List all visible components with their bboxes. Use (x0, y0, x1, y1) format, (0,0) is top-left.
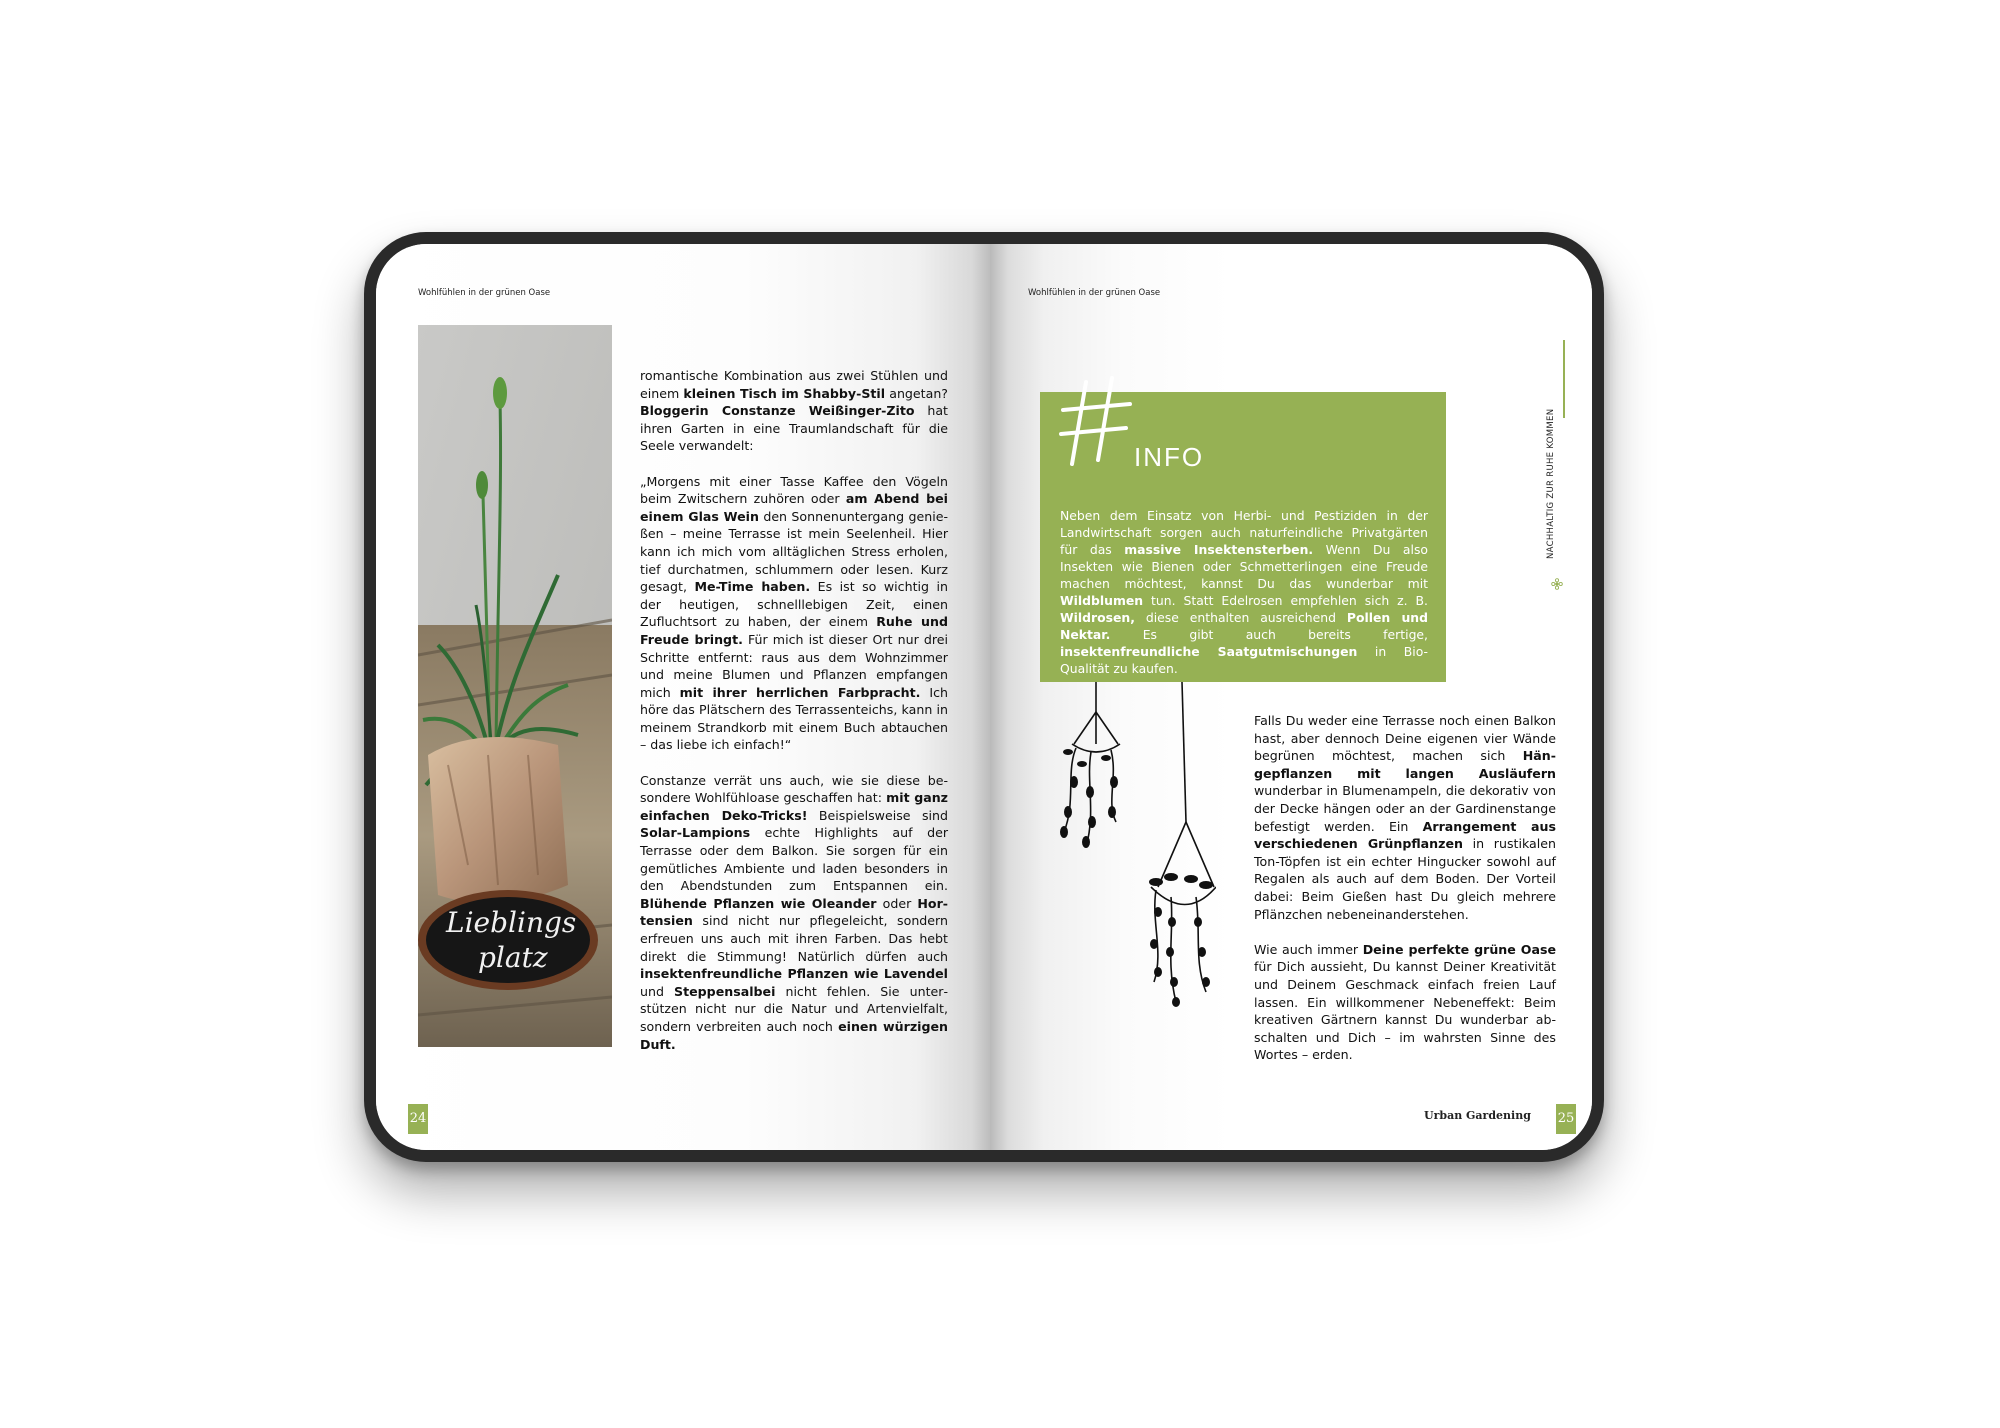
info-box (1040, 392, 1446, 682)
left-paragraph: romantische Kombination aus zwei Stühlen und einem kleinen Tisch im Shabby-Stil angetan? Bloggerin Constanze Weißinger-Zito hat ihren Garten in eine Traumlandschaft für die Seele verwandelt: (640, 368, 948, 454)
right-page (990, 244, 1592, 1150)
flower-icon (1551, 578, 1563, 590)
chalkboard-line-2: platz (478, 941, 548, 974)
page-number-right: 25 (1556, 1104, 1576, 1134)
left-body-text (640, 367, 948, 1053)
hash-icon (1058, 372, 1138, 472)
page-number-left: 24 (408, 1104, 428, 1134)
left-running-head: Wohlfühlen in der grünen Oase (418, 288, 551, 298)
left-paragraph: „Morgens mit einer Tasse Kaffee den Vögeln beim Zwitschern zuhören oder am Abend bei einem Glas Wein den Sonnenuntergang genießen – meine Terrasse ist mein Seelenheil. Hier kann ich mich vom alltäglichen Stress erholen, tief durchatmen, schlummern oder lesen. Kurz gesagt, Me-Time haben. Es ist so wichtig in der heutigen, schnelllebigen Zeit, einen Zufluchtsort zu haben, der einem Ruhe und Freude bringt. Für mich ist dieser Ort nur drei Schritte entfernt: raus aus dem Wohnzimmer und meine Blumen und Pflanzen empfangen mich mit ihrer herrlichen Farbpracht. Ich höre das Plätschern des Terrassenteichs, kann in meinem Strandkorb mit einem Buch abtauchen – das liebe ich einfach!“ (640, 473, 949, 753)
tablet-device (364, 232, 1604, 1162)
hanging-plant-illustration (1046, 682, 1216, 1022)
side-section-label: NACHHALTIG ZUR RUHE KOMMEN (1546, 408, 1556, 559)
plant-photo (418, 325, 612, 1047)
right-body-text (1254, 712, 1556, 1064)
left-page (376, 244, 990, 1150)
plant-photo-image (418, 325, 612, 1047)
info-title: INFO (1134, 442, 1205, 472)
right-paragraph: Falls Du weder eine Terrasse noch einen Balkon hast, aber dennoch Deine eigenen vier Wände begrünen möchtest, machen sich Hängepflanzen mit langen Ausläufern wunderbar in Blumenampeln, die dekorativ von der Decke hängen oder an der Gardinenstange befestigt werden. Ein Arrangement aus verschiedenen Grünpflanzen in rustikalen Ton-Töpfen ist ein echter Hingucker sowohl auf Regalen als auch auf dem Boden. Der Vorteil dabei: Beim Gießen hast Du gleich mehrere Pflänzchen nebeneinanderstehen. (1254, 713, 1556, 922)
left-paragraph: Constanze verrät uns auch, wie sie diese besondere Wohlfühloase geschaffen hat: mit ganz einfachen Deko-Tricks! Beispielsweise sind Solar-Lampions echte Highlights auf der Terrasse oder dem Balkon. Sie sorgen für ein gemütliches Ambiente und laden besonders in den Abendstunden zum Entspannen ein. Blühende Pflanzen wie Oleander oder Hortensien sind nicht nur pflegeleicht, sondern erfreuen uns auch mit ihren Farben. Das hebt direkt die Stimmung! Natürlich dürfen auch insektenfreundliche Pflanzen wie Lavendel und Steppensalbei nicht fehlen. Sie unterstützen nicht nur die Natur und Artenvielfalt, sondern verbreiten auch noch einen würzigen Duft. (640, 772, 949, 1052)
magazine-title: Urban Gardening (1424, 1109, 1531, 1122)
info-text: Neben dem Einsatz von Herbi- und Pestiziden in der Landwirtschaft sorgen auch naturfeindliche Privatgärten für das massive Insektensterben. Wenn Du also Insekten wie Bienen oder Schmetterlingen eine Freude machen möchtest, kannst Du das wunderbar mit Wildblumen tun. Statt Edelrosen empfehlen sich z. B. Wildrosen, diese enthalten ausreichend Pollen und Nektar. Es gibt auch bereits fertige, insektenfreundliche Saatgutmischungen in Bio-Qualität zu kaufen. (1060, 508, 1428, 676)
chalkboard-line-1: Lieblings (446, 906, 577, 939)
side-rule (1563, 340, 1565, 418)
tablet-screen (376, 244, 1592, 1150)
right-paragraph: Wie auch immer Deine perfekte grüne Oase für Dich aussieht, Du kannst Deiner Kreativität und Deinem Geschmack einfach freien Lauf lassen. Ein willkommener Nebeneffekt: Beim kreativen Gärtnern kannst Du wunderbar abschalten und Dich – im wahrsten Sinne des Wortes – erden. (1254, 941, 1557, 1063)
right-running-head: Wohlfühlen in der grünen Oase (1028, 288, 1161, 298)
